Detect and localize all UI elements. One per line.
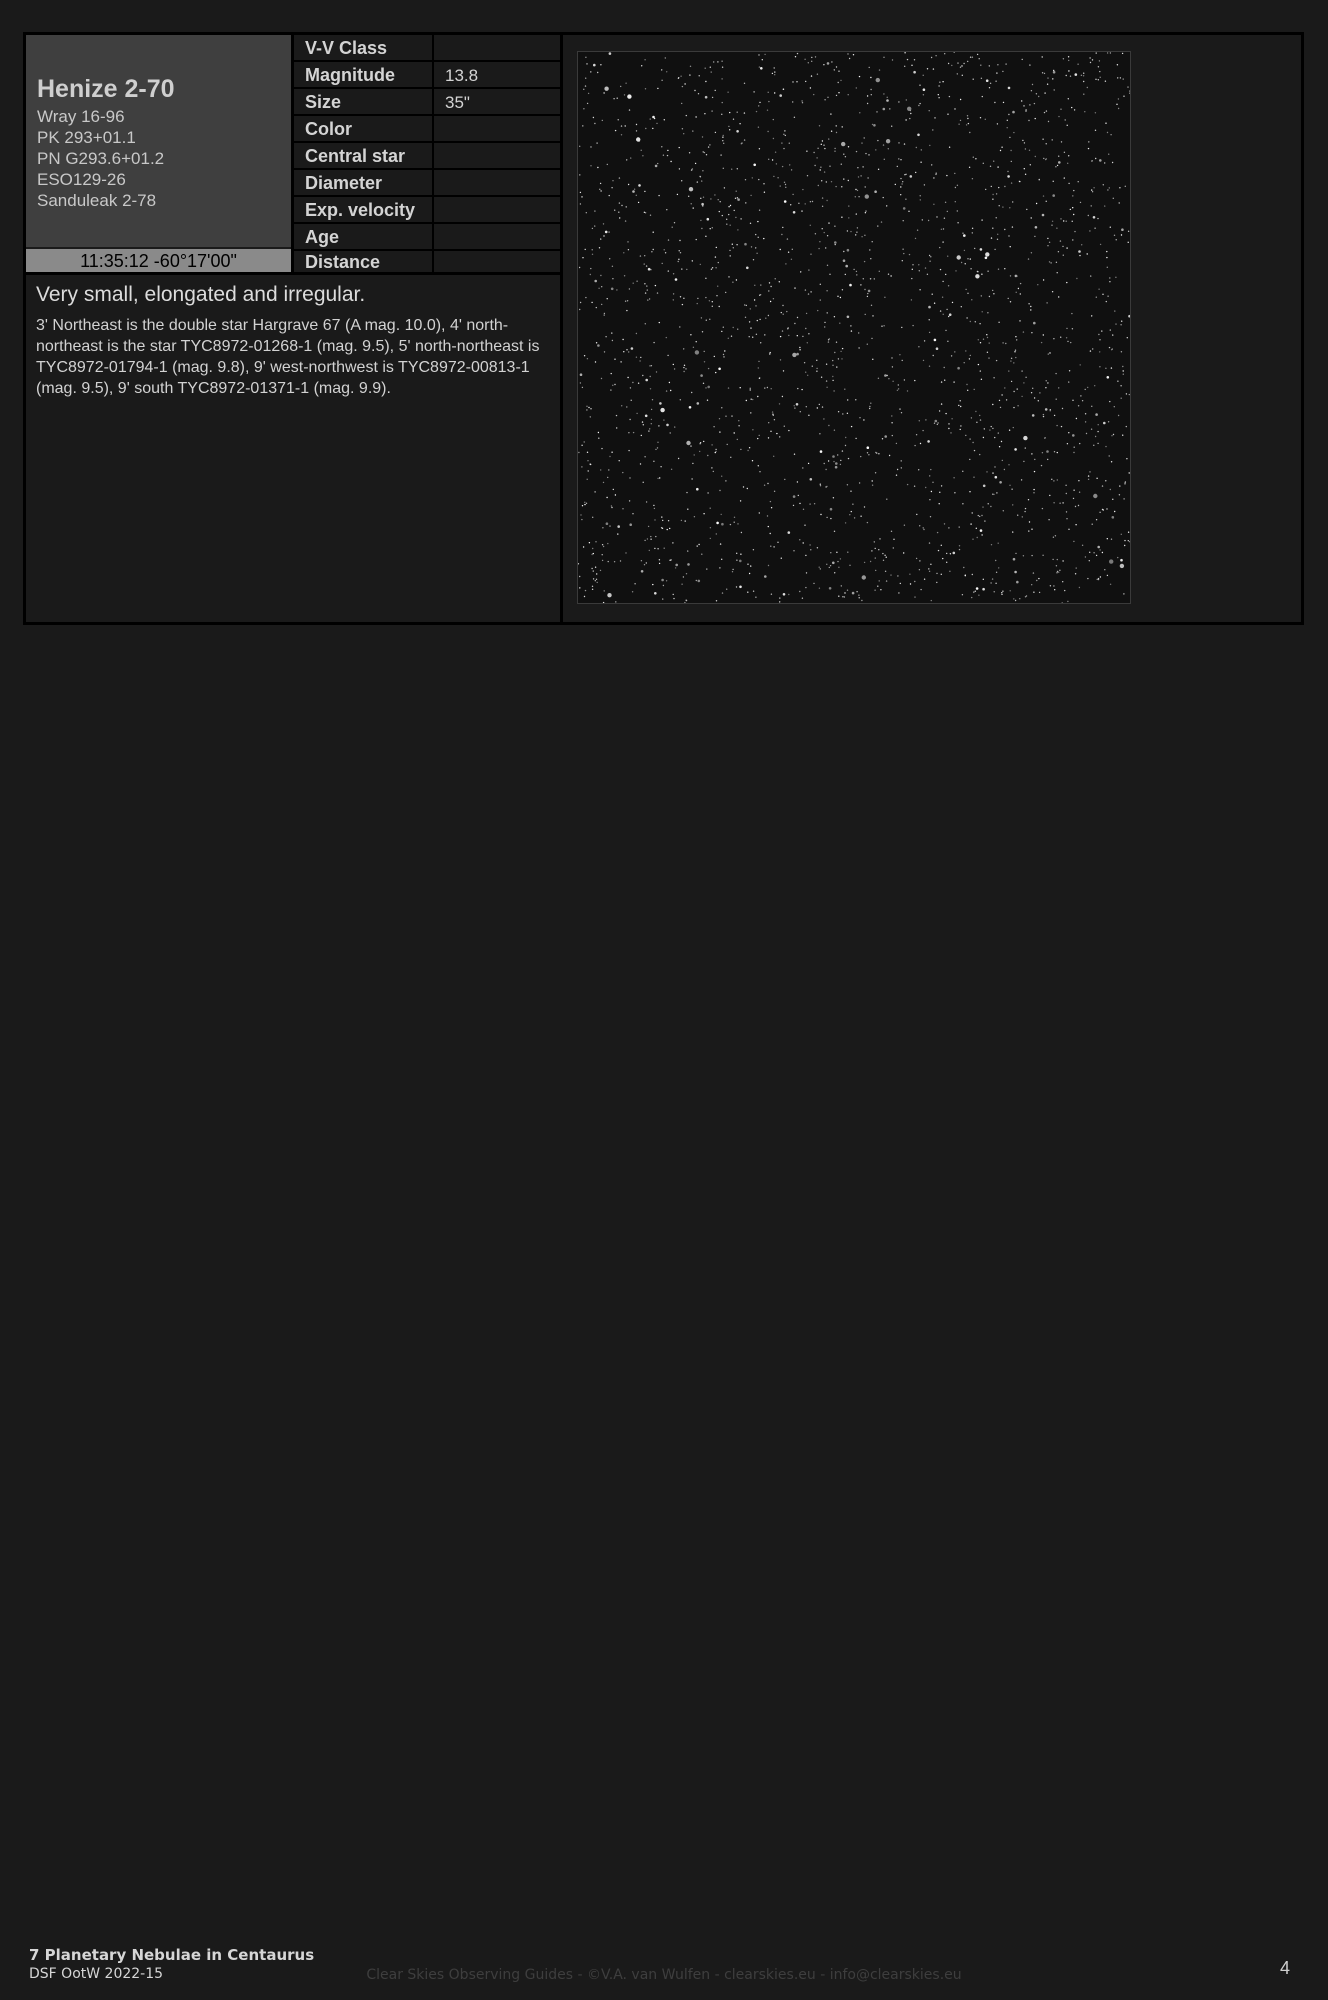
description (36, 283, 546, 399)
footer-subtitle: DSF OotW 2022-15 (29, 1966, 164, 1982)
object-alias: ESO129-26 (37, 170, 126, 189)
footer-credit: Clear Skies Observing Guides - ©V.A. van Wulfen - clearskies.eu - info@clearskies.eu (366, 1967, 962, 1983)
property-row (294, 197, 560, 224)
object-alias: Sanduleak 2-78 (37, 191, 157, 210)
property-value: 35" (434, 89, 560, 116)
object-alias: PN G293.6+01.2 (37, 149, 165, 168)
divider (560, 35, 563, 622)
coordinates: 11:35:12 -60°17'00" (26, 249, 291, 272)
object-card (23, 32, 1304, 625)
page-number: 4 (1279, 1958, 1290, 1978)
property-value (434, 224, 560, 251)
property-label: V-V Class (294, 35, 434, 62)
object-title: Henize 2-70 (37, 75, 175, 103)
property-value: 13.8 (434, 62, 560, 89)
property-row (294, 116, 560, 143)
property-value (434, 197, 560, 224)
property-label: Diameter (294, 170, 434, 197)
property-value (434, 35, 560, 62)
property-row (294, 35, 560, 62)
property-label: Color (294, 116, 434, 143)
property-label: Size (294, 89, 434, 116)
divider (26, 272, 560, 275)
property-value (434, 251, 560, 272)
property-row (294, 170, 560, 197)
property-label: Distance (294, 251, 434, 272)
property-value (434, 143, 560, 170)
property-label: Exp. velocity (294, 197, 434, 224)
star-field-graphic (578, 52, 1130, 603)
property-value (434, 170, 560, 197)
properties-table (294, 35, 560, 272)
property-row (294, 224, 560, 251)
property-row (294, 143, 560, 170)
property-label: Magnitude (294, 62, 434, 89)
description-detail: 3' Northeast is the double star Hargrave 67 (A mag. 10.0), 4' north-northeast is the star TYC8972-01268-1 (mag. 9.5), 5' north-northeast is TYC8972-01794-1 (mag. 9.8), 9' west-northwest is TYC8972-00813-1 (mag. 9.5), 9' south TYC8972-01371-1 (mag. 9.9). (36, 317, 540, 397)
footer-title: 7 Planetary Nebulae in Centaurus (29, 1946, 315, 1964)
property-value (434, 116, 560, 143)
object-alias: PK 293+01.1 (37, 128, 136, 147)
star-field-image (577, 51, 1131, 604)
property-label: Age (294, 224, 434, 251)
property-row (294, 89, 560, 116)
property-label: Central star (294, 143, 434, 170)
object-alias: Wray 16-96 (37, 107, 125, 126)
description-summary: Very small, elongated and irregular. (36, 283, 366, 306)
object-name-panel (26, 35, 291, 247)
property-row (294, 62, 560, 89)
